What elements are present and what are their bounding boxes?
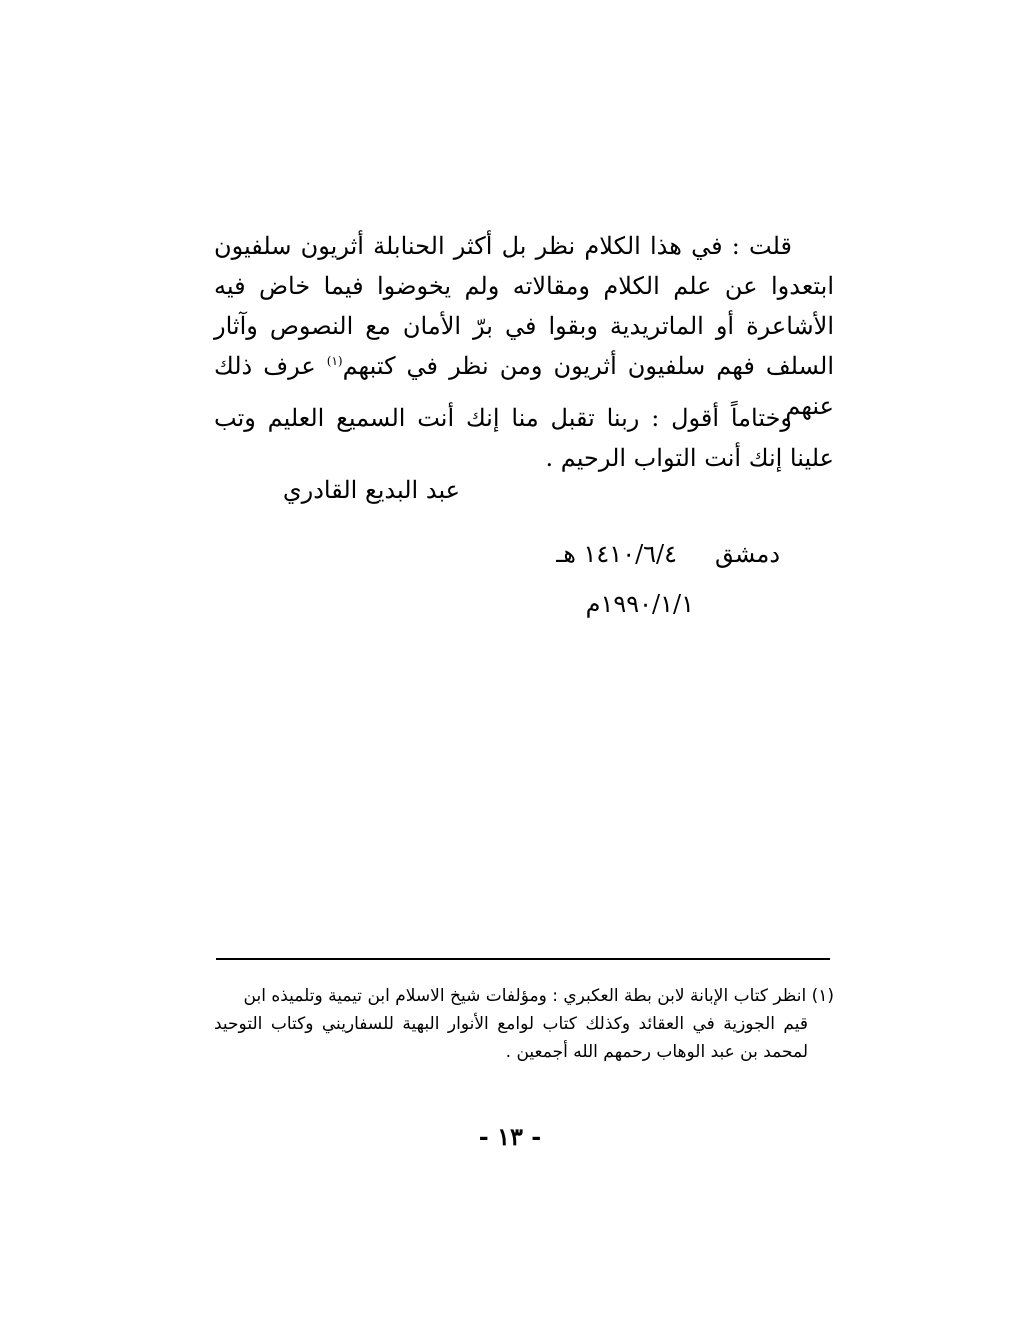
place-and-hijri-date [556,540,780,568]
closing-text: وختاماً أقول : ربنا تقبل منا إنك أنت السميع العليم وتب علينا إنك أنت التواب الرحيم . [214,404,834,472]
paragraph-tail: عرف ذلك عنهم [214,352,834,420]
footnote [214,982,834,1066]
place-name: دمشق [715,540,780,568]
paragraph-closing [214,398,834,478]
paragraph-text: قلت : في هذا الكلام نظر بل أكثر الحنابلة أثريون سلفيون ابتعدوا عن علم الكلام ومقالاته ولم يخوضوا فيما خاض فيه الأشاعرة أو الماتريدية وبقوا في برّ الأمان مع النصوص وآثار السلف فهم سلفيون أثريون ومن نظر في كتبهم [214,232,834,380]
footnote-continuation: قيم الجوزية في العقائد وكذلك كتاب لوامع الأنوار البهية للسفاريني وكتاب التوحيد لمحمد بن عبد الوهاب رحمهم الله أجمعين . [214,1014,808,1062]
footnote-reference: (١) [326,354,343,368]
gregorian-date: ١٩٩٠/١/١م [585,590,694,618]
footnote-divider [216,958,830,960]
author-signature: عبد البديع القادري [282,476,460,504]
page-number: - ١٣ - [478,1122,542,1151]
paragraph-salafi-hanbalis [214,226,834,426]
hijri-date: ١٤١٠/٦/٤ هـ [556,540,678,568]
footnote-first-line: (١) انظر كتاب الإبانة لابن بطة العكبري : ومؤلفات شيخ الاسلام ابن تيمية وتلميذه ابن [243,986,834,1006]
